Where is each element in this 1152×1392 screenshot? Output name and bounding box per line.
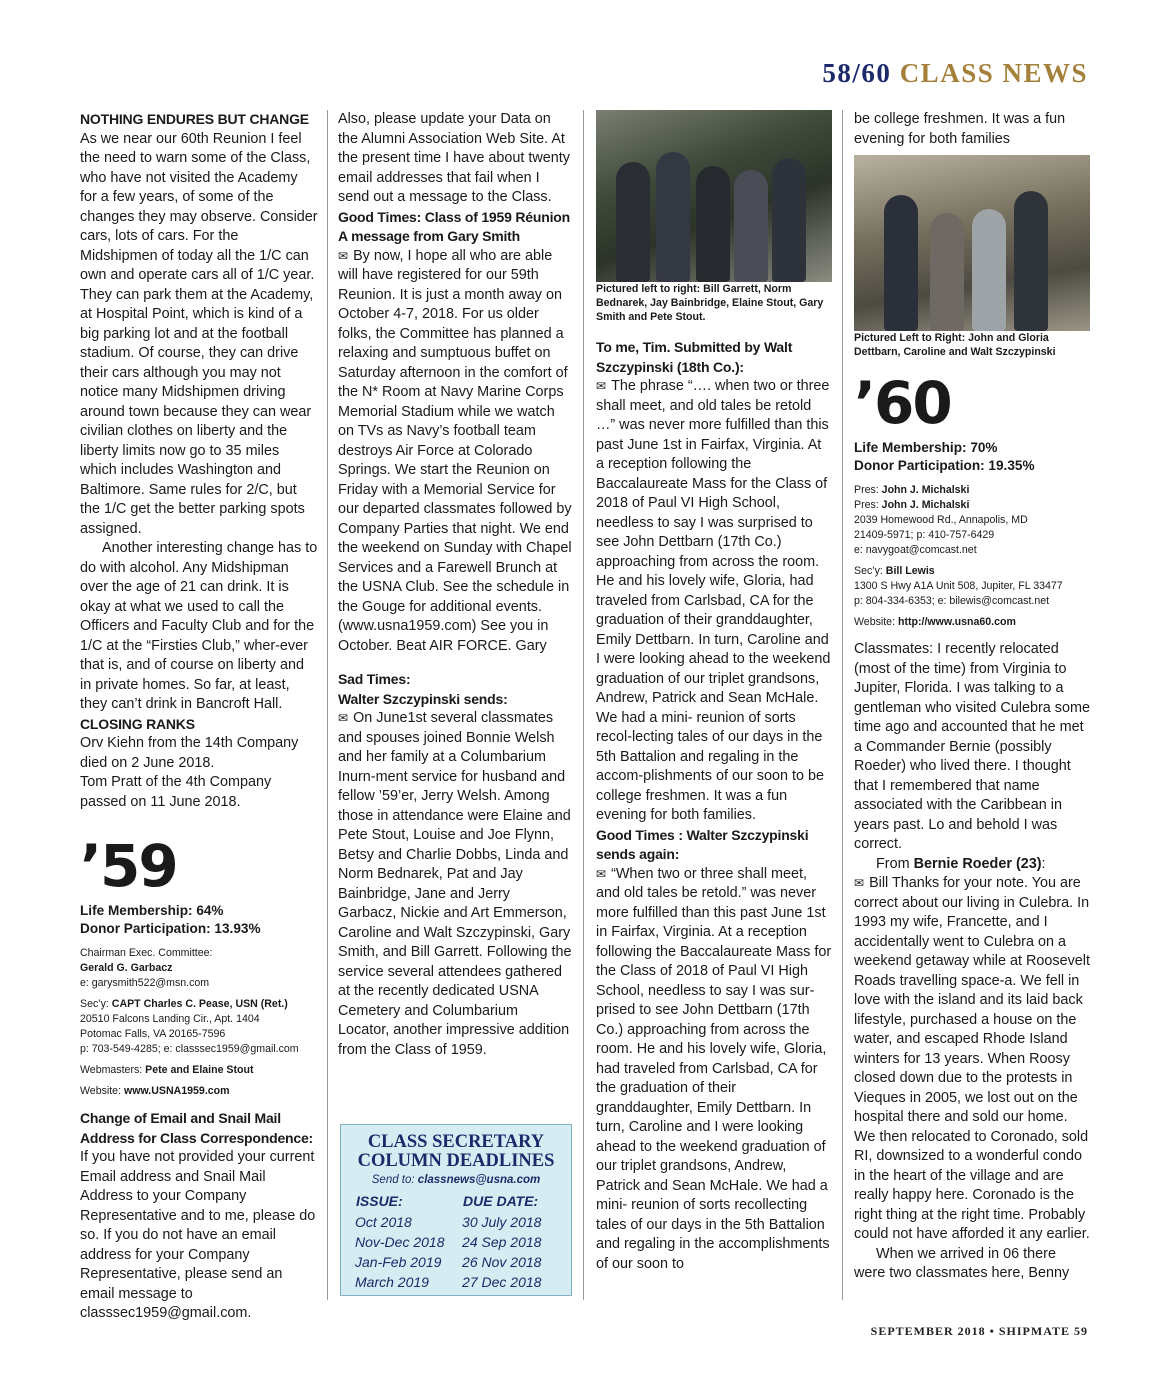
paragraph: ✉ On June1st several classmates and spouses joined Bonnie Welsh and her family at a Columbarium Inurn-ment service for husband and fellow ’59’er, Jerry Welsh. Among those in attendance were Elaine and Pete Stout, Louise and Joe Flynn, Betsy and Charlie Dobbs, Linda and Norm Bednarek, Pat and Jay Bainbridge, Jane and Jerry Garbacz, Nickie and Art Emmerson, Caroline and Walt Szczypinski, Gary Smith, and Bill Garrett. Following the service several attendees gathered at the recently dedicated USNA Cemetery and Columbarium Locator, another impressive addition from the Class of 1959.	[338, 709, 572, 1060]
header-number: 58/60	[822, 58, 892, 88]
person-figure	[656, 152, 690, 282]
paragraph: ✉ “When two or three shall meet, and old tales be retold.” was never more fulfilled than this past June 1st in Fairfax, Virginia. At a reception following the Baccalaureate Mass for the Class of 2018 of Paul VI High School, needless to say I was sur-prised to see John Dettbarn (17th Co.) approaching from across the room. He and his lovely wife, Gloria, had traveled from Carlsbad, CA for the graduation of their granddaughter, Emily Dettbarn. In turn, Caroline and I were looking ahead to the weekend graduation of our triplet grandsons, Andrew, Patrick and Sean McHale. We had a mini- reunion of sorts recollecting tales of our days in the 5th Battalion and regaling in the accomplishments of our soon to	[596, 865, 832, 1275]
deadlines-title-1: CLASS SECRETARY	[367, 1132, 545, 1152]
person-figure	[884, 195, 918, 331]
from-colon: :	[1041, 855, 1046, 872]
deadlines-send-to	[355, 1174, 557, 1186]
due-cell: 26 Nov 2018	[462, 1254, 542, 1270]
chair-email[interactable]: e: garysmith522@msn.com	[80, 977, 210, 989]
heading-good-times: Good Times: Class of 1959 Réunion A message from Gary Smith	[338, 208, 570, 244]
person-figure	[616, 162, 650, 282]
webmasters-label: Webmasters:	[80, 1064, 146, 1076]
from-label: From	[876, 855, 914, 872]
photo-dettbarn-szczypinski	[854, 155, 1090, 331]
heading-good-times-again: Good Times : Walter Szczypinski sends again:	[596, 826, 809, 862]
pres-email[interactable]: e: navygoat@comcast.net	[854, 544, 977, 556]
paragraph: Another interesting change has to do with alcohol. Any Midshipman over the age of 21 can drink. It is okay at what we used to call the Officers and Faculty Club and for the 1/C at the “Firsties Club,” wher-ever that is, and of course on liberty and in private homes. So far, at least, they can’t drink in Bancroft Hall.	[80, 540, 318, 712]
heading-to-me-tim: To me, Tim. Submitted by Walt Szczypinski (18th Co.):	[596, 339, 793, 375]
heading-walter-sends: Walter Szczypinski sends:	[338, 690, 508, 707]
life-membership: Life Membership: 70%	[854, 440, 998, 455]
person-figure	[696, 166, 730, 282]
from-name: Bernie Roeder (23)	[913, 855, 1042, 872]
website-label: Website:	[854, 616, 898, 628]
contact-block	[80, 946, 318, 1099]
issue-cell: Oct 2018	[355, 1214, 412, 1230]
website-link[interactable]: http://www.usna60.com	[897, 616, 1016, 628]
sec-addr: 1300 S Hwy A1A Unit 508, Jupiter, FL 33477	[854, 580, 1063, 592]
photo-group-memorial	[596, 110, 832, 282]
paragraph: If you have not provided your current Email address and Snail Mail Address to your Company Representative and to me, please do so. If you do not have an email address for your Company Representative, please send an email message to classsec1959@gmail.com.	[80, 1149, 316, 1321]
sec-addr2: Potomac Falls, VA 20165-7596	[80, 1028, 226, 1040]
due-cell: 30 July 2018	[462, 1214, 542, 1230]
class-year-59: ’59	[80, 832, 177, 900]
sec-label: Sec’y:	[80, 998, 112, 1010]
person-figure	[972, 209, 1006, 331]
webmasters-names: Pete and Elaine Stout	[145, 1064, 254, 1076]
website-link[interactable]: www.USNA1959.com	[123, 1085, 230, 1097]
issue-cell: Jan-Feb 2019	[355, 1254, 442, 1270]
sec-contact: p: 703-549-4285; e: classsec1959@gmail.com	[80, 1043, 299, 1055]
person-figure	[734, 170, 768, 282]
paragraph: be college freshmen. It was a fun evening for both families	[854, 111, 1066, 147]
column-4	[854, 110, 1090, 1284]
send-label: Send to:	[371, 1174, 418, 1186]
person-figure	[772, 158, 806, 282]
table-row	[355, 1212, 557, 1232]
col-due: DUE DATE:	[463, 1193, 539, 1209]
issue-cell: March 2019	[355, 1274, 429, 1290]
issue-cell: Nov-Dec 2018	[355, 1234, 445, 1250]
photo-caption: Pictured Left to Right: John and Gloria Dettbarn, Caroline and Walt Szczypinski	[854, 332, 1056, 358]
column-3	[596, 110, 832, 1274]
sec-name: Bill Lewis	[885, 565, 935, 577]
deadlines-box	[340, 1124, 572, 1296]
deadlines-title-2: COLUMN DEADLINES	[357, 1151, 555, 1171]
paragraph: Also, please update your Data on the Alumni Association Web Site. At the present time I have about twenty email addresses that fail when I send out a message to the Class.	[338, 111, 570, 205]
heading-nothing-endures: NOTHING ENDURES BUT CHANGE	[80, 111, 309, 127]
page-footer: SEPTEMBER 2018 • SHIPMATE 59	[870, 1324, 1088, 1338]
sec-name: CAPT Charles C. Pease, USN (Ret.)	[111, 998, 288, 1010]
donor-participation: Donor Participation: 13.93%	[80, 921, 261, 936]
deadlines-table	[355, 1190, 557, 1292]
column-1	[80, 110, 318, 1324]
paragraph: ✉ By now, I hope all who are able will have registered for our 59th Reunion. It is just a month away on October 4-7, 2018. For us older folks, the Committee has planned a relaxing and sumptuous buffet on Saturday afternoon in the comfort of the N* Room at Navy Marine Corps Memorial Stadium while we watch on TVs as Navy’s football team destroys Air Force at Colorado Springs. We start the Reunion on Friday with a Memorial Service for our departed classmates followed by Company Parties that night. We end the weekend on Sunday with Chapel Services and a Farewell Brunch at the USNA Club. See the schedule in the Gouge for additional events. (www.usna1959.com) See you in October. Beat AIR FORCE. Gary	[338, 247, 572, 657]
col-issue: ISSUE:	[356, 1193, 403, 1209]
photo-caption: Pictured left to right: Bill Garrett, Norm Bednarek, Jay Bainbridge, Elaine Stout, Gary Smith and Pete Stout.	[596, 283, 824, 323]
paragraph: ✉ The phrase “…. when two or three shall meet, and old tales be retold …” was never more fulfilled than this past June 1st in Fairfax, Virginia. At a reception following the Baccalaureate Mass for the Class of 2018 of Paul VI High School, needless to say I was surprised to see John Dettbarn (17th Co.) approaching from across the room. He and his lovely wife, Gloria, had traveled from Carlsbad, CA for the graduation of their granddaughter, Emily Dettbarn. In turn, Caroline and I were looking ahead to the weekend graduation of our triplet grandsons, Andrew, Patrick and Sean McHale. We had a mini- reunion of sorts recol-lecting tales of our days in the 5th Battalion and regaling in the accom-plishments of our soon to be college freshmen. It was a fun evening for both families.	[596, 377, 832, 826]
from-line	[854, 855, 1090, 875]
contact-block	[854, 483, 1090, 630]
paragraph: As we near our 60th Reunion I feel the need to warn some of the Class, who have not visited the Academy for a few years, of some of the changes they may observe. Consider cars, lots of cars. For the Midshipmen of today all the 1/C can own and operate cars all of 1/C year. They can park them at the Academy, at Hospital Point, which is kind of a big parking lot and at the football stadium. Of course, they can drive their cars although you may not notice many Midshipmen driving around town because they can wear civilian clothes on liberty and the liberty limits now go to 35 miles which includes Washington and Baltimore. Same rules for 2/C, but the 1/C get the better parking spots assigned.	[80, 130, 318, 537]
column-divider	[327, 110, 328, 1300]
pres-name: John J. Michalski	[881, 484, 970, 496]
sec-addr1: 20510 Falcons Landing Cir., Apt. 1404	[80, 1013, 260, 1025]
person-figure	[1014, 191, 1048, 331]
pres-label: Pres:	[854, 499, 882, 511]
due-cell: 24 Sep 2018	[462, 1234, 542, 1250]
paragraph: ✉ Bill Thanks for your note. You are correct about our living in Culebra. In 1993 my wife, Francette, and I accidentally went to Culebra on a weekend getaway while at Roosevelt Roads travelling space-a. We fell in love with the island and its laid back lifestyle, purchased a house on the water, and escaped Rhode Island winters for 13 years. When Roosy closed down due to the protests in Vieques in 2005, we lost out on the hospital there and sold our home. We then relocated to Coronado, sold RI, downsized to a wonderful condo in the heart of the village and are really happy here. Coronado is the right thing at the right time. Probably could not have afforded it any earlier.	[854, 874, 1090, 1245]
heading-change-of-email: Change of Email and Snail Mail Address for Class Correspondence:	[80, 1110, 314, 1146]
pres-label: Pres:	[854, 484, 882, 496]
heading-closing-ranks: CLOSING RANKS	[80, 715, 195, 732]
chair-name: Gerald G. Garbacz	[80, 962, 173, 974]
paragraph: When we arrived in 06 there were two classmates here, Benny	[854, 1245, 1070, 1281]
column-divider	[583, 110, 584, 1300]
column-divider	[842, 110, 843, 1300]
pres-name: John J. Michalski	[881, 499, 970, 511]
due-cell: 27 Dec 2018	[462, 1274, 542, 1290]
table-row	[355, 1272, 557, 1292]
table-row	[355, 1232, 557, 1252]
paragraph: Orv Kiehn from the 14th Company died on 2 June 2018.	[80, 735, 299, 771]
life-membership: Life Membership: 64%	[80, 903, 224, 918]
send-email[interactable]: classnews@usna.com	[417, 1174, 541, 1186]
sec-contact: p: 804-334-6353; e: bilewis@comcast.net	[854, 595, 1050, 607]
paragraph: Tom Pratt of the 4th Company passed on 11 June 2018.	[80, 774, 272, 810]
sec-label: Sec’y:	[854, 565, 886, 577]
pres-addr1: 2039 Homewood Rd., Annapolis, MD	[854, 514, 1028, 526]
website-label: Website:	[80, 1085, 124, 1097]
page-header	[822, 58, 1088, 89]
person-figure	[930, 213, 964, 331]
column-2	[338, 110, 572, 1060]
donor-participation: Donor Participation: 19.35%	[854, 458, 1035, 473]
paragraph: Classmates: I recently relocated (most of the time) from Virginia to Jupiter, Florida. I was talking to a gentleman who visited Culebra some time ago and accounted that he met a Commander Bernie (possibly Roeder) who lived there. I thought that I remembered that name associated with the Caribbean in years past. Lo and behold I was correct.	[854, 641, 1090, 852]
class-year-60: ’60	[854, 369, 951, 437]
pres-addr2: 21409-5971; p: 410-757-6429	[854, 529, 995, 541]
table-row	[355, 1252, 557, 1272]
header-title: CLASS NEWS	[899, 58, 1088, 88]
heading-sad-times: Sad Times:	[338, 671, 411, 687]
chair-label: Chairman Exec. Committee:	[80, 947, 213, 959]
